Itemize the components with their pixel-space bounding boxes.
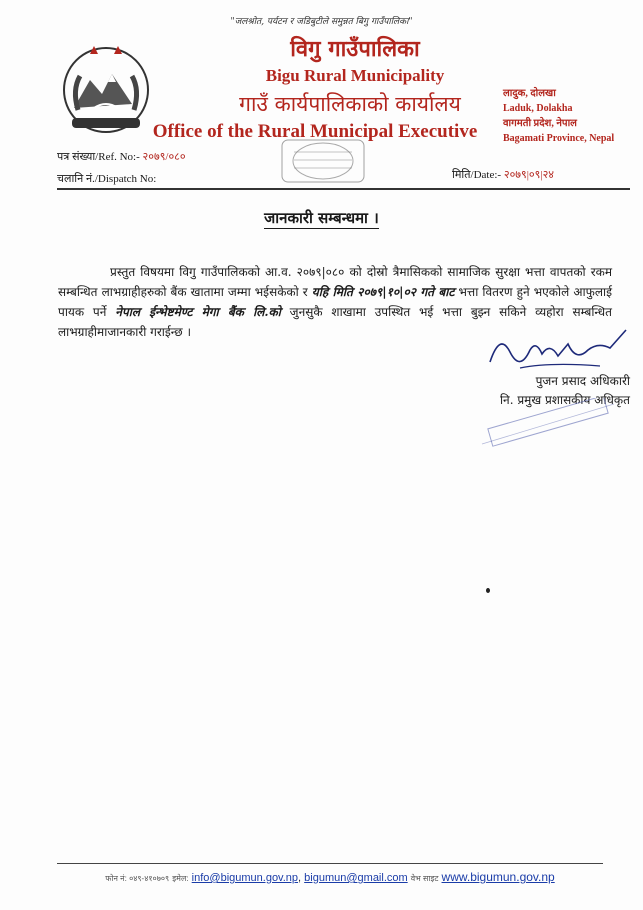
ref-value: २०७९/०८० <box>142 151 186 163</box>
stray-mark <box>486 588 490 593</box>
ref-label: पत्र संख्या/Ref. No:- <box>57 151 140 163</box>
body-text-part: जुनसुकै शाखामा उपस्थित भई भत्ता बुझ्न सकिने व्यहोरा सम्बन्धित लाभग्राहीमाजानकारी गराईन्छ । <box>58 305 612 339</box>
address-line: Bagamati Province, Nepal <box>503 133 615 144</box>
municipality-title-en: Bigu Rural Municipality <box>265 66 445 85</box>
address-block <box>503 86 643 146</box>
date-label: मिति/Date:- <box>452 169 502 181</box>
footer-separator: , <box>298 872 302 884</box>
slogan: "जलश्रोत, पर्यटन र जडिबुटीले समुन्नत बिगु गाउँपालिका" <box>230 17 413 27</box>
address-line: Laduk, Dolakha <box>503 103 573 114</box>
dispatch-label: चलानि नं./Dispatch No: <box>57 173 157 185</box>
signer-name: पुजन प्रसाद अधिकारी <box>535 374 630 388</box>
municipality-title-np: विगु गाउँपालिका <box>290 36 420 62</box>
office-title-en: Office of the Rural Municipal Executive <box>152 121 478 142</box>
body-text-part: भत्ता वितरण हुने भएकोले आफुलाई पायक पर्ने <box>58 285 612 319</box>
footer-phone: फोन नं: ०४९-४१०७०९ <box>105 874 170 883</box>
date-block <box>452 168 632 182</box>
signer-designation: नि. प्रमुख प्रशासकीय अधिकृत <box>499 393 630 407</box>
subject-heading <box>0 208 643 228</box>
footer-email-link-alt[interactable]: bigumun@gmail.com <box>304 872 408 884</box>
address-line: वागमती प्रदेश, नेपाल <box>503 118 577 129</box>
office-title-np: गाउँ कार्यपालिकाको कार्यालय <box>239 92 461 116</box>
body-text-part: प्रस्तुत विषयमा विगु गाउँपालिकको आ.व. २०७९|०८० को दोस्रो त्रैमासिकको सामाजिक सुरक्षा भत्ता वापतको रकम सम्बन्धित लाभग्राहीहरुको बैंक खातामा जम्मा भईसकेको र <box>58 265 612 299</box>
footer-email-label: इमेल: <box>172 874 189 883</box>
date-value: २०७९|०९|२४ <box>503 169 555 181</box>
header-divider <box>57 188 630 190</box>
footer-website-link[interactable]: www.bigumun.gov.np <box>441 870 555 884</box>
body-emphasis-bank: नेपाल ईन्भेष्टमेण्ट मेगा बैंक लि.को <box>115 305 281 319</box>
office-stamp-icon <box>280 138 366 184</box>
subject-text: जानकारी सम्बन्धमा । <box>264 209 379 227</box>
footer-contact <box>57 870 603 884</box>
footer-divider <box>57 863 603 864</box>
address-line: लादुक, दोलखा <box>503 88 556 99</box>
designation-stamp-icon <box>478 398 618 448</box>
footer-web-label: वेभ साइट <box>410 874 439 883</box>
body-emphasis-date: यहि मिति २०७९|१०|०२ गते बाट <box>311 285 455 299</box>
reference-block <box>57 146 277 190</box>
footer-email-link[interactable]: info@bigumun.gov.np <box>191 872 299 884</box>
